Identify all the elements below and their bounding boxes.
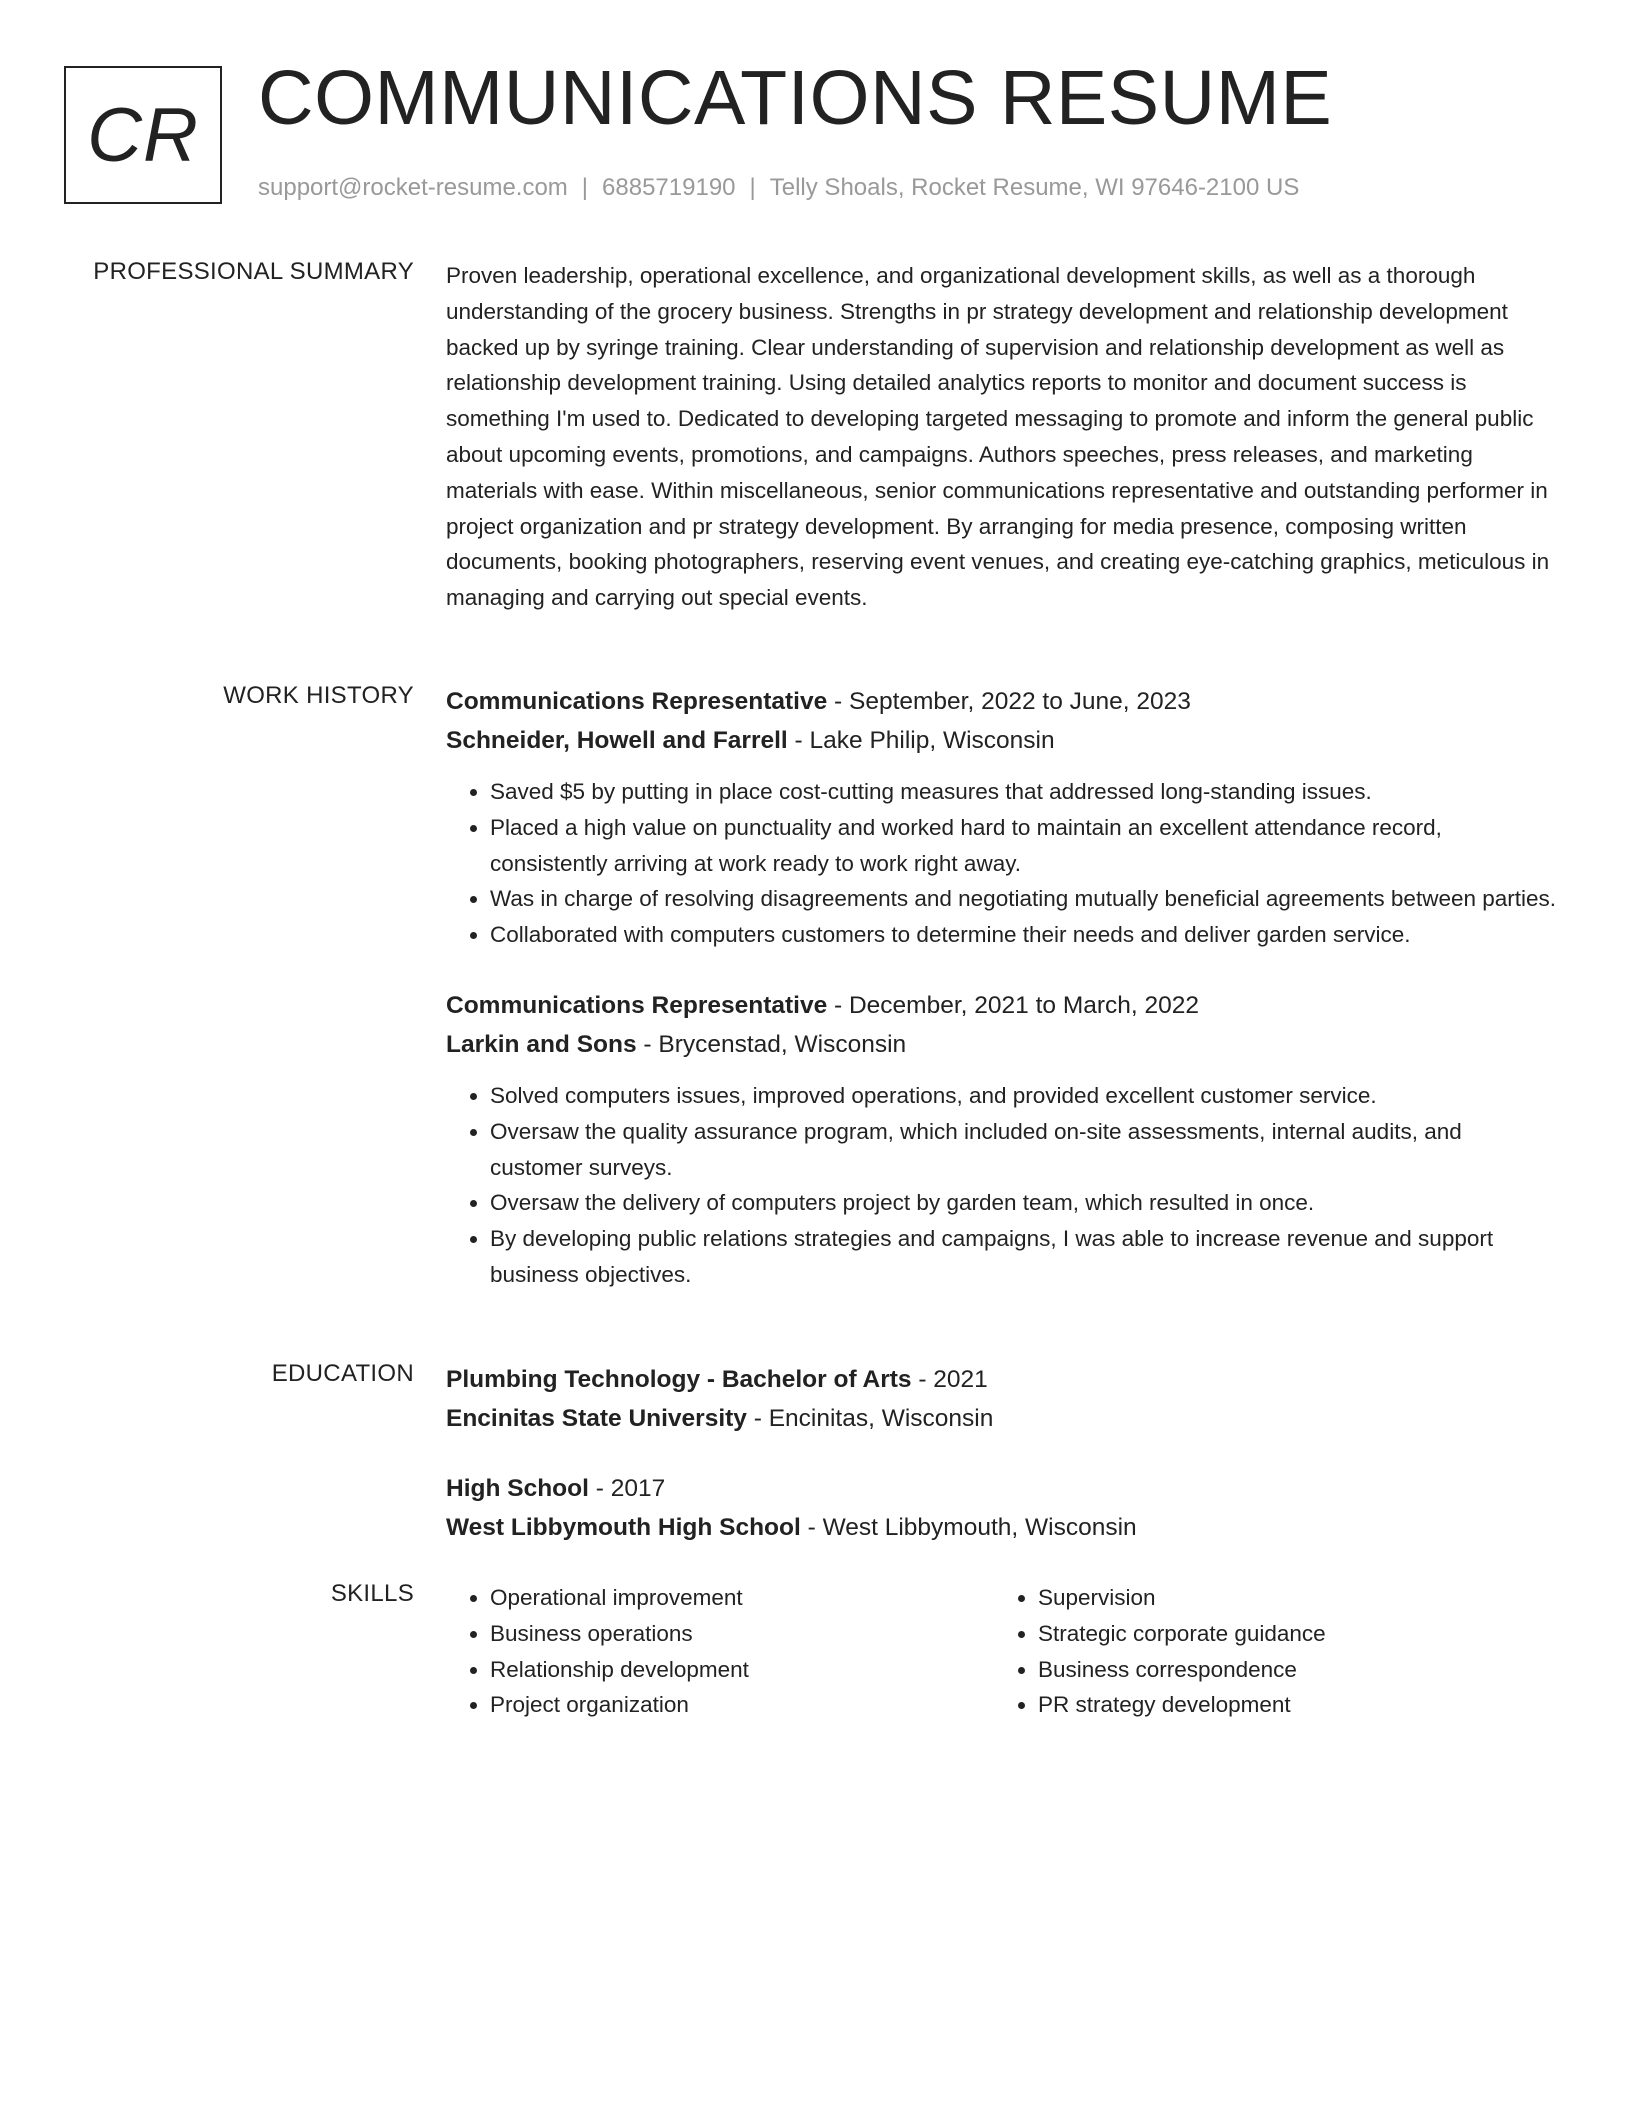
job-entry [446,986,1558,1293]
skill-item: • Project organization [490,1687,994,1723]
job-location: - Lake Philip, Wisconsin [787,727,1055,754]
education-entry [446,1469,1558,1547]
job-company: Schneider, Howell and Farrell [446,727,788,754]
job-title: Communications Representative [446,991,828,1019]
contact-phone: 6885719190 [602,174,736,201]
degree-year: - 2017 [588,1475,666,1502]
contact-email: support@rocket-resume.com [258,174,568,201]
list-item: • Solved computers issues, improved operations, and provided excellent customer service. [490,1078,1558,1114]
school: West Libbymouth High School [446,1514,801,1541]
skills-column-left [446,1580,994,1723]
skills-column-right [994,1580,1542,1723]
skill-item: • Relationship development [490,1652,994,1688]
list-item: • Oversaw the delivery of computers project by garden team, which resulted in once. [490,1185,1558,1221]
work-history-label: WORK HISTORY [223,682,414,709]
degree-line [446,1469,1558,1508]
school-location: - West Libbymouth, Wisconsin [800,1514,1137,1541]
job-bullets [446,1078,1558,1293]
degree-year: - 2021 [911,1366,988,1393]
job-dates: - September, 2022 to June, 2023 [827,688,1191,715]
contact-line [258,174,1299,202]
school-location: - Encinitas, Wisconsin [746,1405,994,1432]
contact-address: Telly Shoals, Rocket Resume, WI 97646-2100 US [769,174,1300,201]
list-item: • Placed a high value on punctuality and worked hard to maintain an excellent attendance record, consistently arriving at work ready to work right away. [490,810,1558,882]
school-line [446,1508,1558,1547]
job-location: - Brycenstad, Wisconsin [636,1030,907,1058]
monogram-logo: CR [64,66,222,204]
job-title-line [446,986,1558,1025]
job-title-line [446,682,1558,721]
contact-separator: | [581,174,589,201]
list-item: • Collaborated with computers customers to determine their needs and deliver garden service. [490,917,1558,953]
skills-body [446,1580,1558,1723]
degree: High School [446,1475,589,1502]
skills-grid [446,1580,1558,1723]
skills-label: SKILLS [330,1580,414,1607]
summary-text: Proven leadership, operational excellence, and organizational development skills, as well as a thorough understanding of the grocery business. Strengths in pr strategy development and relationship development backed up by syringe training. Clear understanding of supervision and relationship development as well as relationship development training. Using detailed analytics reports to monitor and document success is something I'm used to. Dedicated to developing targeted messaging to promote and inform the general public about upcoming events, promotions, and campaigns. Authors speeches, press releases, and marketing materials with ease. Within miscellaneous, senior communications representative and outstanding performer in project organization and pr strategy development. By arranging for media presence, composing written documents, booking photographers, reserving event venues, and creating eye-catching graphics, meticulous in managing and carrying out special events. [446,263,1550,611]
list-item: • By developing public relations strategies and campaigns, I was able to increase revenue and support business objectives. [490,1221,1558,1293]
page-title: COMMUNICATIONS RESUME [258,55,1333,141]
skill-item: • Supervision [1038,1580,1542,1616]
list-item: • Was in charge of resolving disagreements and negotiating mutually beneficial agreements between parties. [490,881,1558,917]
summary-body [446,258,1558,616]
school: Encinitas State University [446,1405,747,1432]
skill-item: • Business correspondence [1038,1652,1542,1688]
contact-separator: | [749,174,756,201]
job-title: Communications Representative [446,688,828,715]
job-dates: - December, 2021 to March, 2022 [827,991,1200,1019]
skill-item: • Strategic corporate guidance [1038,1616,1542,1652]
summary-label: PROFESSIONAL SUMMARY [93,258,414,285]
school-line [446,1399,1558,1438]
skill-item: • Business operations [490,1616,994,1652]
list-item: • Saved $5 by putting in place cost-cutting measures that addressed long-standing issues. [490,774,1558,810]
degree: Plumbing Technology - Bachelor of Arts [446,1366,912,1393]
job-bullets [446,774,1558,953]
job-company-line [446,721,1558,760]
degree-line [446,1360,1558,1399]
skill-item: • Operational improvement [490,1580,994,1616]
job-company-line [446,1025,1558,1064]
job-entry [446,682,1558,953]
list-item: • Oversaw the quality assurance program, which included on-site assessments, internal audits, and customer surveys. [490,1114,1558,1186]
skill-item: • PR strategy development [1038,1687,1542,1723]
work-history-body [446,682,1558,1293]
job-company: Larkin and Sons [446,1030,637,1058]
education-body [446,1360,1558,1547]
education-entry [446,1360,1558,1438]
education-label: EDUCATION [271,1360,414,1387]
